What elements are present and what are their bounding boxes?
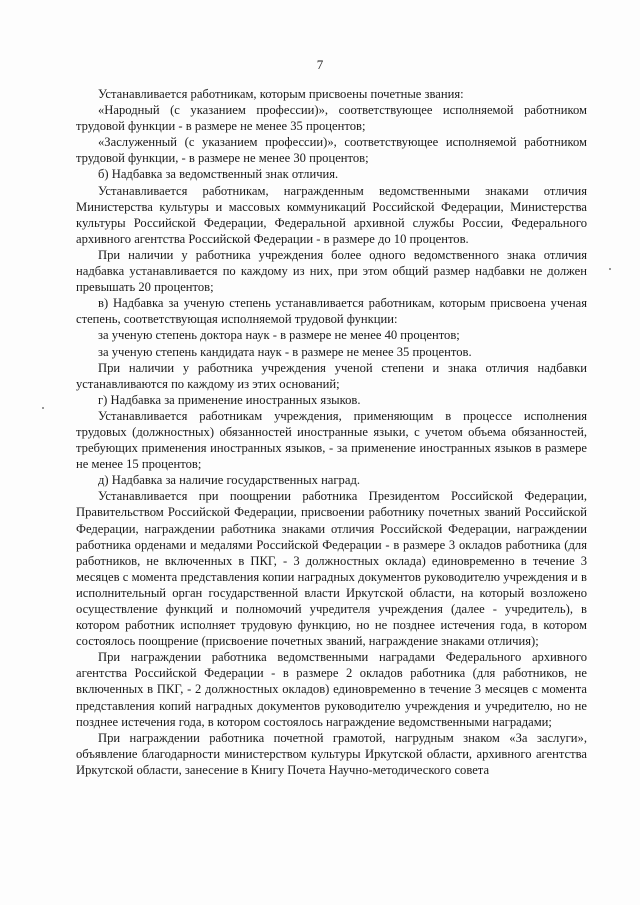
scan-speck	[42, 407, 44, 409]
paragraph-degree-and-badge: При наличии у работника учреждения ученой степени и знака отличия надбавки устанавливаются по каждому из этих оснований;	[76, 360, 587, 391]
paragraph-honored-title: «Заслуженный (с указанием профессии)», соответствующее исполняемой работником трудовой функции, - в размере не менее 30 процентов;	[76, 135, 587, 166]
page-number: 7	[316, 57, 324, 72]
paragraph-doctor-degree: за ученую степень доктора наук - в размере не менее 40 процентов;	[98, 328, 460, 343]
paragraph-honorary-titles-intro: Устанавливается работникам, которым присвоены почетные звания:	[98, 87, 464, 101]
paragraph-certificate-awards: При награждении работника почетной грамотой, нагрудным знаком «За заслуги», объявление благодарности министерством культуры Иркутской области, архивного агентства Иркутской области, занесение в Книгу Почета Научно-методического совета	[76, 730, 587, 777]
paragraph-peoples-title: «Народный (с указанием профессии)», соответствующее исполняемой работником трудовой функции - в размере не менее 35 процентов;	[76, 103, 587, 134]
paragraph-academic-degree-heading: в) Надбавка за ученую степень устанавливается работникам, которым присвоена ученая степень, соответствующая исполняемой трудовой функции:	[76, 296, 587, 327]
paragraph-departmental-badge-rule: Устанавливается работникам, награжденным ведомственными знаками отличия Министерства культуры и массовых коммуникаций Российской Федерации, Министерства культуры Российской Федерации, Федеральной архивной службы России, Федерального архивного агентства Российской Федерации - в размере до 10 процентов.	[76, 183, 587, 246]
paragraph-foreign-languages-rule: Устанавливается работникам учреждения, применяющим в процессе исполнения трудовых (должностных) обязанностей иностранные языки, с учетом объема обязанностей, требующих применения иностранных языков, - за применение иностранных языков в размере не менее 15 процентов;	[76, 408, 587, 472]
paragraph-state-awards-heading: д) Надбавка за наличие государственных наград.	[98, 473, 361, 488]
paragraph-foreign-languages-heading: г) Надбавка за применение иностранных языков.	[98, 392, 361, 407]
paragraph-candidate-degree: за ученую степень кандидата наук - в размере не менее 35 процентов.	[98, 344, 472, 359]
paragraph-archive-agency-awards: При награждении работника ведомственными наградами Федерального архивного агентства Российской Федерации - в размере 2 окладов работника (для работников, не включенных в ПКГ, - 2 должностных окладов) единовременно в течение 3 месяцев с момента представления копий наградных документов руководителю учреждения и учредителю, но не позднее истечения года, в котором состоялось награждение ведомственными наградами;	[76, 650, 587, 729]
paragraph-multiple-badges: При наличии у работника учреждения более одного ведомственного знака отличия надбавка устанавливается по каждому из них, при этом общий размер надбавки не должен превышать 20 процентов;	[76, 247, 587, 295]
scan-speck	[609, 268, 611, 270]
paragraph-departmental-badge-heading: б) Надбавка за ведомственный знак отличия.	[98, 167, 339, 182]
document-body	[76, 86, 587, 778]
paragraph-state-awards-rule: Устанавливается при поощрении работника Президентом Российской Федерации, Правительством Российской Федерации, присвоении работнику почетных званий Российской Федерации, награждении работника знаками отличия Российской Федерации, награждении работника орденами и медалями Российской Федерации - в размере 3 окладов работника (для работников, не включенных в ПКГ, - 3 должностных оклада) единовременно в течение 3 месяцев с момента представления копии наградных документов руководителю учреждения и в исполнительный орган государственной власти Иркутской области, на который возложено осуществление функций и полномочий учредителя учреждения (далее - учредитель), в котором работник исполняет трудовую функцию, но не позднее истечения года, в котором состоялось поощрение (присвоение почетных званий, награждение знаками отличия);	[76, 489, 587, 649]
